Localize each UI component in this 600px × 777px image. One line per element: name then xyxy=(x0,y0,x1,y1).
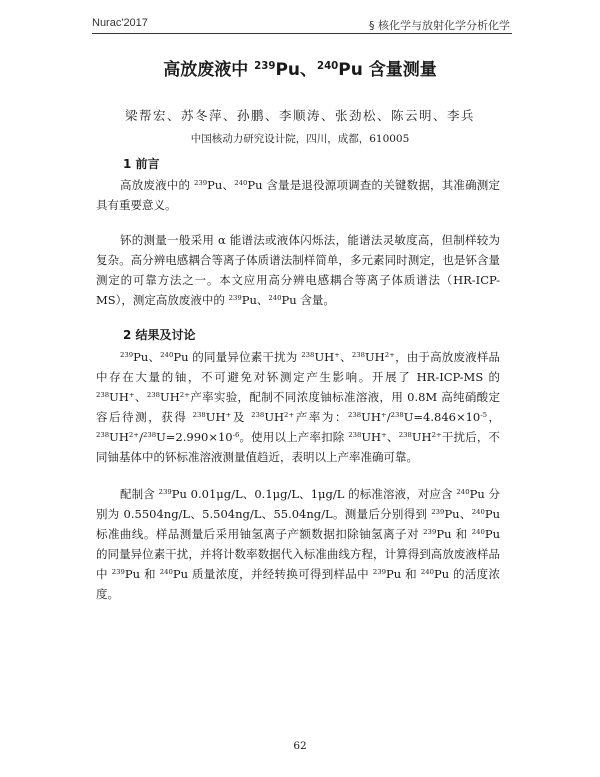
page-number: 62 xyxy=(293,740,307,752)
author-list: 梁帮宏、苏冬萍、孙鹏、李顺涛、张劲松、陈云明、李兵 xyxy=(124,108,475,123)
paragraph-intro-2: 钚的测量一般采用 α 能谱法或液体闪烁法，能谱法灵敏度高，但制样较为复杂。高分辨电感耦合等离子体质谱法制样简单，多元素同时测定，也是钚含量测定的可靠方法之一。本文应用高分辨电感耦合等离子体质谱法（HR-ICP-MS），测定高放废液中的 $^{239}$Pu、$^{240}$Pu 含量。 xyxy=(96,233,500,307)
paragraph-results-2: 配制含 $^{239}$Pu 0.01μg/L、0.1μg/L、1μg/L 的标准溶液，对应含 $^{240}$Pu 分别为 0.5504ng/L、5.504ng/L、55.04ng/L。测量后分别得到 $^{239}$Pu、$^{240}$Pu 标准曲线。样品测量后采用铀氢离子产额数据扣除铀氢离子对 $^{239}$Pu 和 $^{240}$Pu 的同量异位素干扰，并将计数率数据代入标准曲线方程，计算得到高放废液样品中 $^{239}$Pu 和 $^{240}$Pu 质量浓度，并经转换可得到样品中 $^{239}$Pu 和 $^{240}$Pu 的活度浓度。 xyxy=(96,487,500,601)
title-text-1: 高放废液中 xyxy=(163,60,255,80)
title-isotope-1: 239 xyxy=(254,60,276,72)
running-header-left: Nurac'2017 xyxy=(92,17,148,29)
paragraph-results-1: $^{239}$Pu、$^{240}$Pu 的同量异位素干扰为 $^{238}$UH+、$^{238}UH^{2+}$，由于高放废液样品中存在大量的铀，不可避免对钚测定产生影响。开展了 HR-ICP-MS 的 $^{238}$UH+、$^{238}UH^{2+}$产率实验，配制不同浓度铀标准溶液，用 0.8M 高纯硝酸定容后待测，获得 $^{238}$UH+及 $^{238}UH^{2+}$产率为：$^{238}UH^+/^{238}U=4.846\times 10^{-5}$，$^{238}UH^{2+}/^{238}U=2.990\times 10^{-6}$。使用以上产率扣除 $^{238}$UH+、$^{238}UH^{2+}$干扰后，不同铀基体中的钚标准溶液测量值趋近，表明以上产率准确可靠。 xyxy=(96,350,501,464)
title-text-3: Pu 含量测量 xyxy=(338,60,437,80)
header-rule xyxy=(92,33,512,34)
section-heading-intro: 1 前言 xyxy=(123,157,160,171)
section-heading-results: 2 结果及讨论 xyxy=(123,328,196,342)
title-text-2: Pu、 xyxy=(275,60,317,80)
paragraph-intro-1: 高放废液中的 $^{239}$Pu、$^{240}$Pu 含量是退役源项调查的关键数据，其准确测定具有重要意义。 xyxy=(96,178,500,212)
title-isotope-2: 240 xyxy=(317,60,339,72)
running-header-right: § 核化学与放射化学分析化学 xyxy=(369,19,510,32)
paper-title xyxy=(0,55,600,80)
affiliation: 中国核动力研究设计院，四川，成都，610005 xyxy=(190,133,410,145)
